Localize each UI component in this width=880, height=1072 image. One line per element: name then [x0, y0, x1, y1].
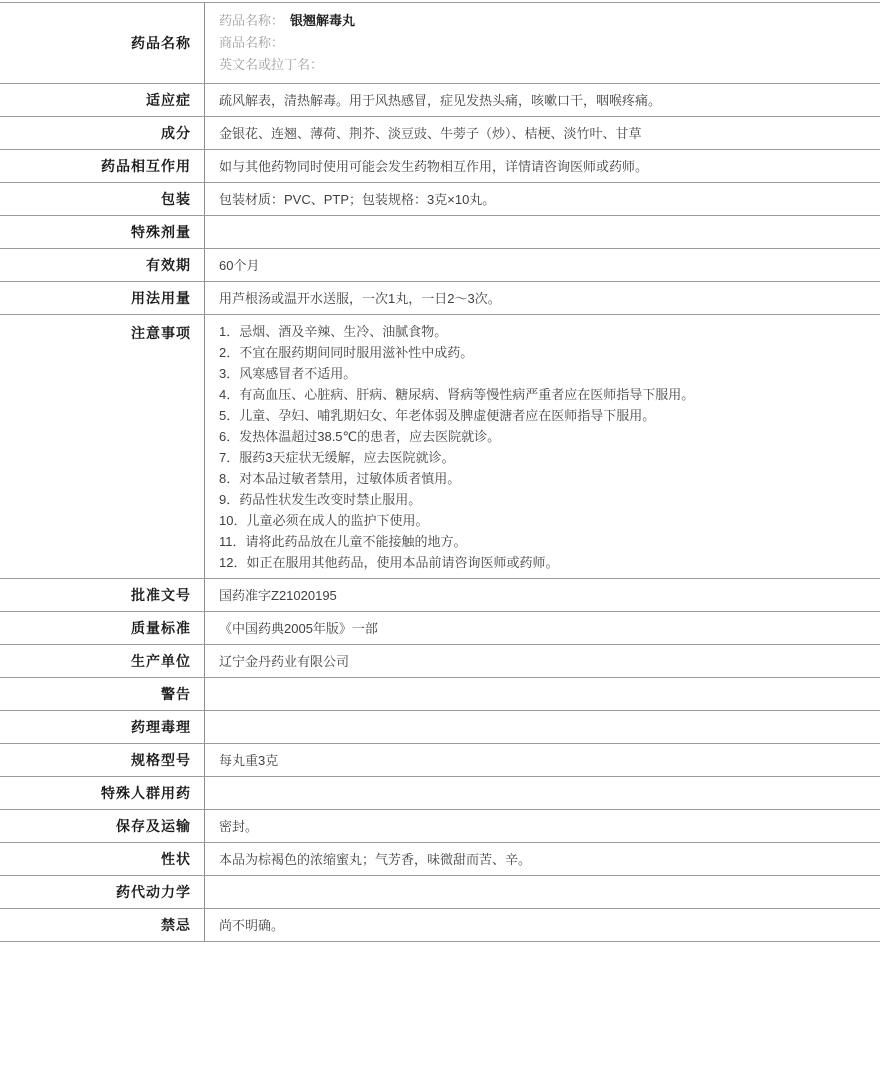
row-label: 特殊剂量 [0, 216, 205, 248]
table-row-packaging [0, 182, 880, 215]
row-label: 药理毒理 [0, 711, 205, 743]
row-label: 规格型号 [0, 744, 205, 776]
table-row-special-population [0, 776, 880, 809]
row-content: 每丸重3克 [219, 752, 279, 768]
row-content: 辽宁金丹药业有限公司 [219, 653, 350, 669]
precaution-item: 10．儿童必须在成人的监护下使用。 [219, 513, 429, 528]
row-label: 保存及运输 [0, 810, 205, 842]
row-label: 质量标准 [0, 612, 205, 644]
table-row-drug-name [0, 2, 880, 83]
drug-name-line [219, 10, 870, 32]
row-label: 批准文号 [0, 579, 205, 611]
table-row-quality-standard [0, 611, 880, 644]
row-content: 用芦根汤或温开水送服，一次1丸，一日2～3次。 [219, 290, 501, 306]
row-content: 密封。 [219, 818, 259, 834]
drug-name-value: 银翘解毒丸 [290, 13, 356, 28]
row-label: 生产单位 [0, 645, 205, 677]
table-row-manufacturer [0, 644, 880, 677]
row-label: 注意事项 [0, 315, 205, 578]
precaution-item: 5．儿童、孕妇、哺乳期妇女、年老体弱及脾虚便溏者应在医师指导下服用。 [219, 408, 656, 423]
drug-name-prefix: 药品名称： [219, 13, 285, 28]
table-row-indications [0, 83, 880, 116]
english-name-line [219, 54, 870, 76]
row-content: 国药准字Z21020195 [219, 587, 337, 603]
row-content: 尚不明确。 [219, 917, 285, 933]
row-label: 适应症 [0, 84, 205, 116]
row-label: 成分 [0, 117, 205, 149]
precaution-item: 9．药品性状发生改变时禁止服用。 [219, 492, 422, 507]
table-row-specification [0, 743, 880, 776]
row-content [205, 777, 880, 809]
precaution-item: 3．风寒感冒者不适用。 [219, 366, 357, 381]
row-content [205, 711, 880, 743]
table-row-precautions [0, 314, 880, 578]
trade-name-prefix: 商品名称： [219, 35, 285, 50]
precaution-item: 1．忌烟、酒及辛辣、生冷、油腻食物。 [219, 324, 448, 339]
table-row-drug-interactions [0, 149, 880, 182]
row-content: 本品为棕褐色的浓缩蜜丸；气芳香，味微甜而苦、辛。 [219, 851, 532, 867]
precaution-item: 8．对本品过敏者禁用，过敏体质者慎用。 [219, 471, 461, 486]
row-label: 药品名称 [0, 3, 205, 83]
table-row-dosage-administration [0, 281, 880, 314]
row-label: 药品相互作用 [0, 150, 205, 182]
table-row-shelf-life [0, 248, 880, 281]
row-label: 包装 [0, 183, 205, 215]
table-row-pharmacokinetics [0, 875, 880, 908]
row-label: 禁忌 [0, 909, 205, 941]
row-content: 《中国药典2005年版》一部 [219, 620, 378, 636]
table-row-storage-transport [0, 809, 880, 842]
row-content [205, 678, 880, 710]
precaution-item: 2．不宜在服药期间同时服用滋补性中成药。 [219, 345, 474, 360]
precaution-item: 12．如正在服用其他药品，使用本品前请咨询医师或药师。 [219, 555, 559, 570]
precaution-item: 6．发热体温超过38.5℃的患者，应去医院就诊。 [219, 429, 501, 444]
row-label: 有效期 [0, 249, 205, 281]
precaution-item: 7．服药3天症状无缓解，应去医院就诊。 [219, 450, 455, 465]
precaution-item: 4．有高血压、心脏病、肝病、糖尿病、肾病等慢性病严重者应在医师指导下服用。 [219, 387, 695, 402]
trade-name-line [219, 32, 870, 54]
row-content [205, 216, 880, 248]
table-row-pharmacology-toxicology [0, 710, 880, 743]
table-row-special-dosage [0, 215, 880, 248]
row-content: 金银花、连翘、薄荷、荆芥、淡豆豉、牛蒡子（炒）、桔梗、淡竹叶、甘草 [219, 125, 642, 141]
table-row-approval-number [0, 578, 880, 611]
table-row-properties [0, 842, 880, 875]
english-name-prefix: 英文名或拉丁名： [219, 57, 324, 72]
row-content [205, 3, 880, 83]
row-label: 药代动力学 [0, 876, 205, 908]
precaution-item: 11．请将此药品放在儿童不能接触的地方。 [219, 534, 467, 549]
table-row-ingredients [0, 116, 880, 149]
row-content: 如与其他药物同时使用可能会发生药物相互作用，详情请咨询医师或药师。 [219, 158, 649, 174]
row-label: 性状 [0, 843, 205, 875]
row-content [205, 315, 880, 578]
row-label: 用法用量 [0, 282, 205, 314]
row-content [205, 876, 880, 908]
drug-info-table [0, 2, 880, 942]
table-row-contraindications [0, 908, 880, 941]
row-content: 包装材质：PVC、PTP；包装规格：3克×10丸。 [219, 191, 496, 207]
row-label: 警告 [0, 678, 205, 710]
row-label: 特殊人群用药 [0, 777, 205, 809]
row-content: 60个月 [219, 257, 260, 273]
table-row-warning [0, 677, 880, 710]
row-content: 疏风解表，清热解毒。用于风热感冒，症见发热头痛，咳嗽口干，咽喉疼痛。 [219, 92, 662, 108]
